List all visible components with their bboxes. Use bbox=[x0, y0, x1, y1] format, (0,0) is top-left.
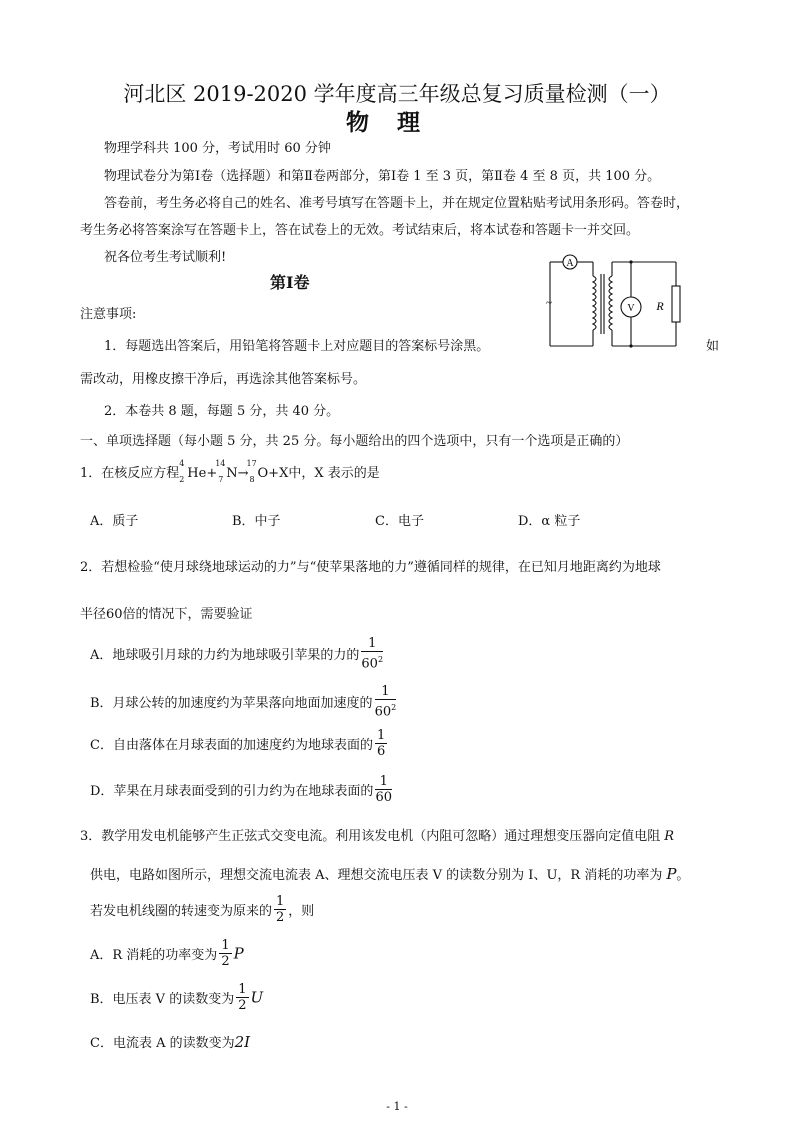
q3-option-a-fraction: $\frac{1}{2}$ bbox=[221, 938, 230, 969]
q3-speed-fraction: $\frac{1}{2}$ bbox=[276, 894, 285, 925]
question-1-stem: 1．在核反应方程 4 2 He+ 14 7 N→ 17 8 O+X中，X 表示的是 bbox=[80, 459, 380, 484]
notice-1-tail: 如 bbox=[706, 339, 720, 354]
q2-option-d[interactable]: D．苹果在月球表面受到的引力约为在地球表面的 $\frac{1}{60}$ bbox=[90, 774, 392, 805]
question-2-stem-1: 2．若想检验“使月球绕地球运动的力”与“使苹果落地的力”遵循同样的规律，在已知月地距离约为地球 bbox=[80, 560, 661, 575]
question-2-stem-2: 半径60倍的情况下，需要验证 bbox=[80, 607, 253, 622]
q2-option-a-fraction: $\frac{1}{60^2}$ bbox=[361, 636, 384, 672]
notice-1b: 需改动，用橡皮擦干净后，再选涂其他答案标号。 bbox=[80, 372, 367, 387]
nitrogen-nuclide: 14 7 N bbox=[215, 459, 238, 484]
subject-title: 物理 bbox=[346, 109, 448, 136]
q2-option-a[interactable]: A．地球吸引月球的力约为地球吸引苹果的力的 $\frac{1}{60^2}$ bbox=[90, 636, 384, 672]
q1-option-b[interactable]: B．中子 bbox=[232, 514, 281, 529]
q3-option-c[interactable]: C．电流表 A 的读数变为2I bbox=[90, 1033, 251, 1051]
exam-title: 河北区 2019-2020 学年度高三年级总复习质量检测（一） bbox=[123, 82, 671, 106]
voltmeter-label: V bbox=[627, 303, 635, 314]
q1-prefix: 1．在核反应方程 bbox=[80, 466, 180, 481]
q2-option-b[interactable]: B．月球公转的加速度约为苹果落向地面加速度的 $\frac{1}{60^2}$ bbox=[90, 684, 397, 720]
intro-line-2: 物理试卷分为第Ⅰ卷（选择题）和第Ⅱ卷两部分，第Ⅰ卷 1 至 3 页，第Ⅱ卷 4 至 8 页，共 100 分。 bbox=[104, 169, 661, 184]
intro-line-1: 物理学科共 100 分，考试用时 60 分钟 bbox=[104, 141, 331, 156]
q1-option-c[interactable]: C．电子 bbox=[375, 514, 424, 529]
oxygen-nuclide: 17 8 O bbox=[246, 459, 269, 484]
question-3-stem-3: 若发电机线圈的转速变为原来的 $\frac{1}{2}$ ，则 bbox=[90, 894, 315, 925]
notice-2: 2．本卷共 8 题，每题 5 分，共 40 分。 bbox=[104, 404, 340, 419]
ac-source-symbol: ~ bbox=[546, 297, 552, 309]
q1-option-d[interactable]: D．α 粒子 bbox=[518, 514, 581, 529]
circuit-diagram bbox=[538, 248, 698, 358]
reaction-arrow: → bbox=[237, 466, 249, 481]
q3-option-b-fraction: $\frac{1}{2}$ bbox=[238, 982, 247, 1013]
intro-line-3a: 答卷前，考生务必将自己的姓名、准考号填写在答题卡上，并在规定位置粘贴考试用条形码。答卷时， bbox=[104, 196, 690, 211]
intro-line-3b: 考生务必将答案涂写在答题卡上，答在试卷上的无效。考试结束后，将本试卷和答题卡一并交回。 bbox=[80, 223, 640, 238]
ammeter-label: A bbox=[566, 258, 574, 269]
question-3-stem-1: 3．教学用发电机能够产生正弦式交变电流。利用该发电机（内阻可忽略）通过理想变压器向定值电阻 R bbox=[80, 829, 675, 844]
q1-option-a[interactable]: A．质子 bbox=[90, 514, 139, 529]
q2-option-b-fraction: $\frac{1}{60^2}$ bbox=[374, 684, 397, 720]
question-3-stem-2: 供电，电路如图所示，理想交流电流表 A、理想交流电压表 V 的读数分别为 I、U，R 消耗的功率为 P。 bbox=[90, 865, 690, 883]
part-heading: 一、单项选择题（每小题 5 分，共 25 分。每小题给出的四个选项中，只有一个选项是正确的） bbox=[80, 434, 629, 449]
page-number: - 1 - bbox=[386, 1100, 408, 1113]
q2-option-c[interactable]: C．自由落体在月球表面的加速度约为地球表面的 $\frac{1}{6}$ bbox=[90, 728, 386, 759]
intro-line-4: 祝各位考生考试顺利! bbox=[104, 250, 227, 265]
helium-nuclide: 4 2 He bbox=[179, 459, 207, 484]
q2-option-c-fraction: $\frac{1}{6}$ bbox=[376, 728, 386, 759]
notice-1a: 1．每题选出答案后，用铅笔将答题卡上对应题目的答案标号涂黑。 bbox=[104, 339, 490, 354]
resistor-label: R bbox=[656, 299, 664, 313]
section-title: 第Ⅰ卷 bbox=[270, 273, 310, 292]
q3-option-a[interactable]: A．R 消耗的功率变为 $\frac{1}{2}$ P bbox=[90, 938, 244, 969]
q3-option-b[interactable]: B．电压表 V 的读数变为 $\frac{1}{2}$ U bbox=[90, 982, 264, 1013]
notice-heading: 注意事项: bbox=[80, 307, 137, 322]
q2-option-d-fraction: $\frac{1}{60}$ bbox=[375, 774, 392, 805]
